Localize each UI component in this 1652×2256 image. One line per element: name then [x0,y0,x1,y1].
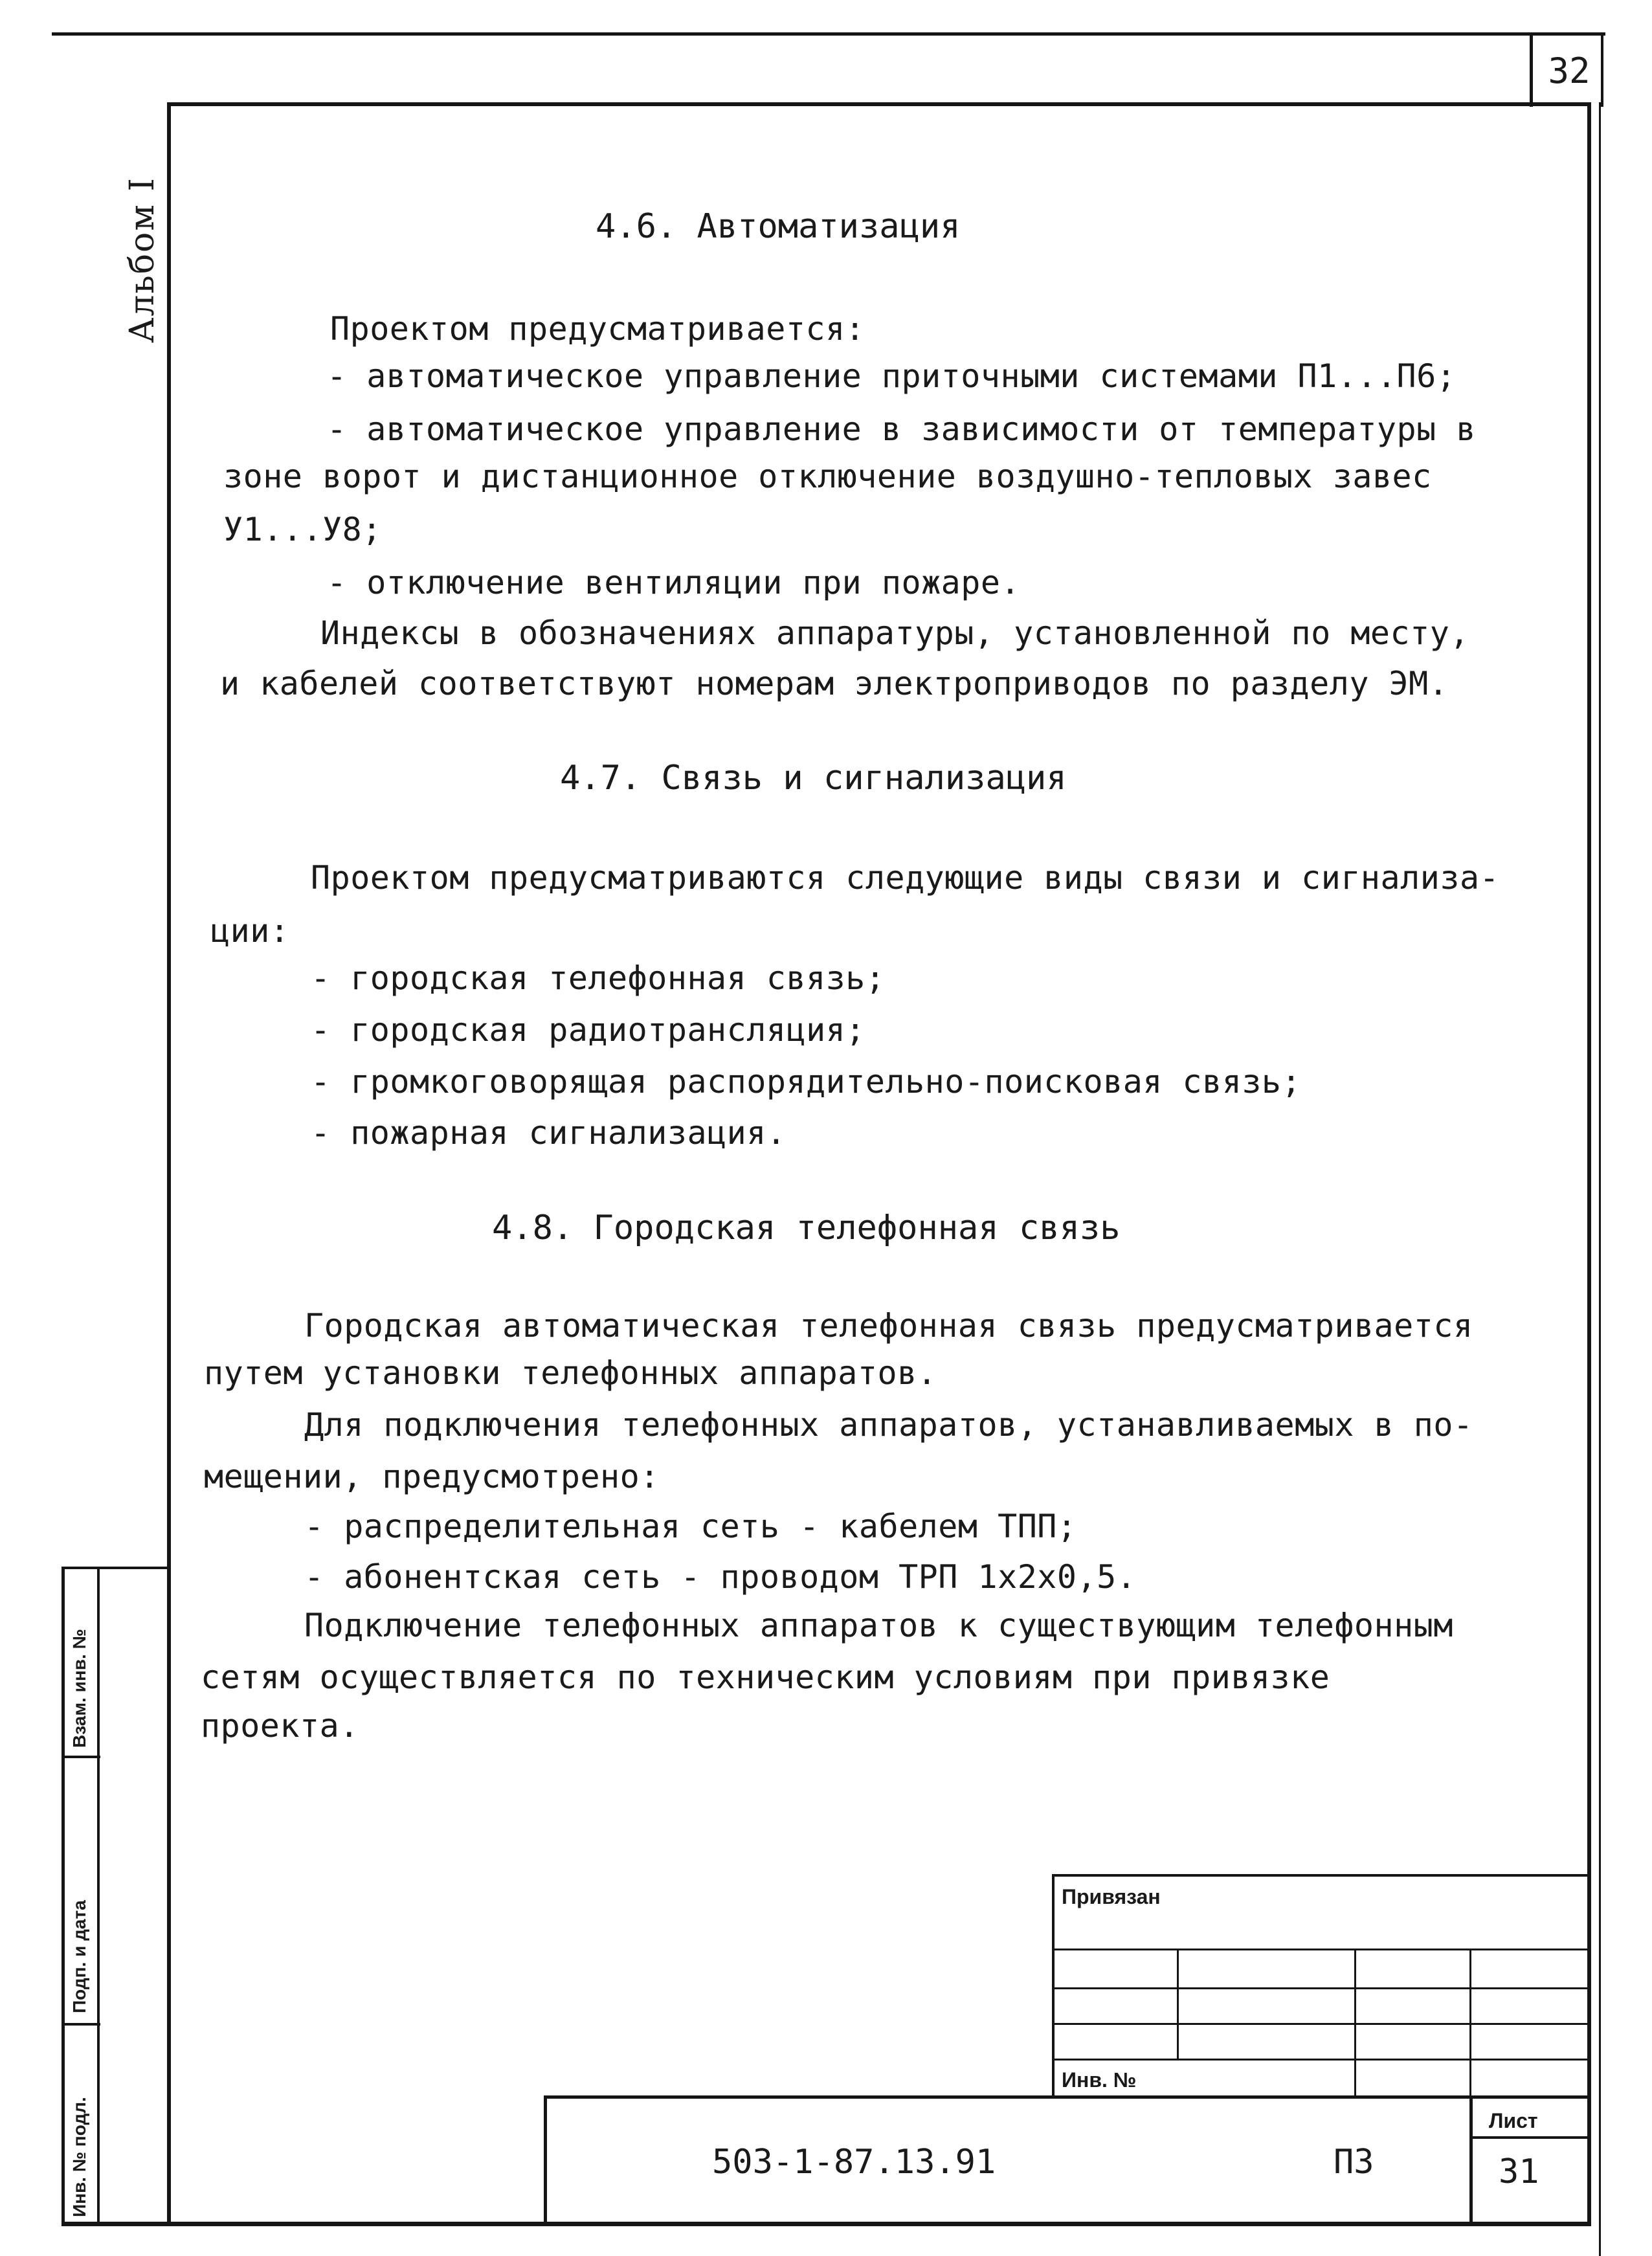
section-4-7-line: - городская телефонная связь; [311,959,886,997]
section-4-7-line: - пожарная сигнализация. [311,1114,787,1152]
section-4-7-title: 4.7. Связь и сигнализация [560,759,1067,798]
section-4-6-line: Индексы в обозначениях аппаратуры, установленной по месту, [320,614,1469,652]
section-4-8-line: мещении, предусмотрено: [204,1458,660,1495]
section-4-8-title: 4.8. Городская телефонная связь [492,1209,1121,1247]
section-4-8-line: - абонентская сеть - проводом ТРП 1х2х0,5. [304,1558,1137,1596]
top-cut-line [52,32,1531,36]
inv-podl-label: Инв. № подл. [69,2097,89,2217]
page-number-box-right [1601,32,1603,107]
section-4-8-line: проекта. [201,1707,359,1745]
section-4-6-title: 4.6. Автоматизация [596,207,961,246]
frame-left [167,102,171,2226]
section-4-6-line: и кабелей соответствуют номерам электроприводов по разделу ЭМ. [220,665,1449,702]
section-4-6-line: Проектом предусматривается: [330,310,865,348]
frame-top [167,102,1591,106]
outer-right-edge [1599,102,1601,2256]
document-code: 503-1-87.13.91 [712,2143,996,2182]
section-4-8-line: путем установки телефонных аппаратов. [204,1354,937,1392]
section-4-8-line: - распределительная сеть - кабелем ТПП; [304,1508,1077,1545]
section-4-7-line: - городская радиотрансляция; [311,1011,865,1049]
album-label: Альбом I [123,177,162,343]
section-4-8-line: сетям осуществляется по техническим условиям при привязке [201,1658,1330,1696]
section-4-7-line: ции: [210,912,290,950]
frame-right [1587,102,1591,2226]
frame-bottom [61,2222,1591,2226]
section-4-8-line: Подключение телефонных аппаратов к существующим телефонным [304,1607,1453,1644]
section-4-7-line: Проектом предусматриваются следующие виды связи и сигнализа- [311,859,1500,897]
sheet-label: Лист [1489,2109,1538,2132]
section-4-8-line: Городская автоматическая телефонная связь предусматривается [304,1307,1473,1345]
inv-no-label: Инв. № [1062,2068,1137,2092]
page-number: 32 [1530,32,1605,107]
section-4-6-line: - автоматическое управление приточными системами П1...П6; [327,357,1457,395]
section-4-6-line: - автоматическое управление в зависимости от температуры в [327,410,1476,448]
section-4-6-line: - отключение вентиляции при пожаре. [327,564,1021,601]
podp-data-label: Подп. и дата [69,1900,89,2013]
section-4-6-line: зоне ворот и дистанционное отключение воздушно-тепловых завес [223,458,1432,495]
section-4-8-line: Для подключения телефонных аппаратов, устанавливаемых в по- [304,1406,1473,1444]
sheet-number: 31 [1499,2152,1539,2191]
document-type: ПЗ [1334,2143,1374,2182]
section-4-6-line: У1...У8; [223,511,382,548]
section-4-7-line: - громкоговорящая распорядительно-поисковая связь; [311,1063,1302,1100]
vzam-inv-label: Взам. инв. № [69,1629,89,1748]
privyazan-label: Привязан [1062,1885,1161,1908]
